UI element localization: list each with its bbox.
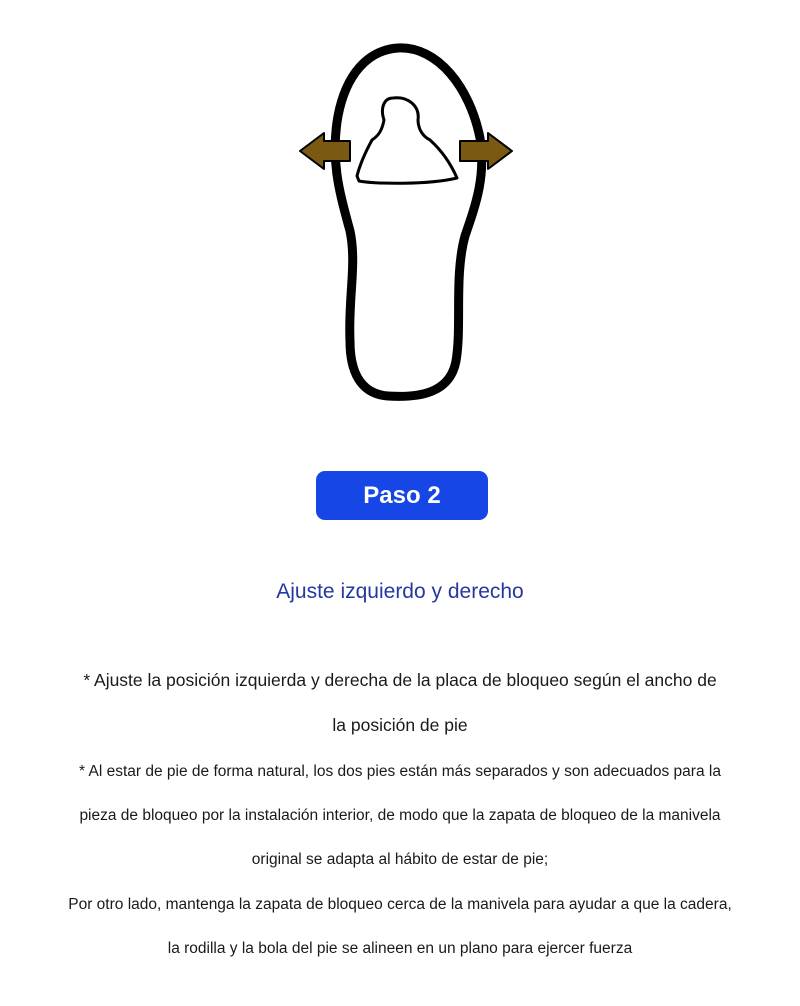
instruction-line-6: Por otro lado, mantenga la zapata de bloqueo cerca de la manivela para ayudar a que la cadera, xyxy=(68,896,732,913)
instruction-line-2: la posición de pie xyxy=(332,715,468,735)
instruction-line-3: * Al estar de pie de forma natural, los dos pies están más separados y son adecuados para la xyxy=(79,763,721,780)
instruction-line-7: la rodilla y la bola del pie se alineen en un plano para ejercer fuerza xyxy=(167,940,633,957)
instruction-line-4: pieza de bloqueo por la instalación interior, de modo que la zapata de bloqueo de la manivela xyxy=(79,807,721,824)
instruction-line-1: * Ajuste la posición izquierda y derecha de la placa de bloqueo según el ancho de xyxy=(83,670,717,690)
section-title: Ajuste izquierdo y derecho xyxy=(276,580,524,603)
step-badge: Paso 2 xyxy=(316,471,488,520)
sole-adjustment-illustration xyxy=(280,36,530,414)
instruction-line-5: original se adapta al hábito de estar de pie; xyxy=(251,851,549,868)
